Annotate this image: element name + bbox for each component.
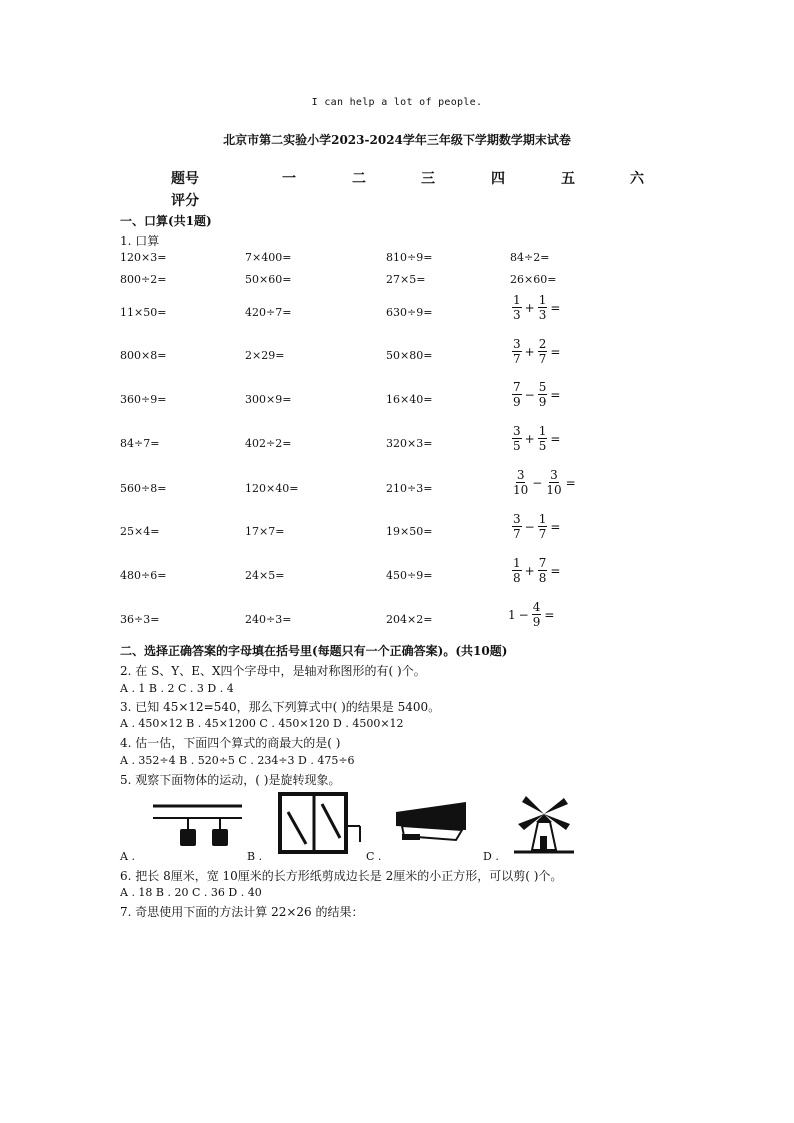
arith-item: 420÷7= [245, 306, 292, 319]
arith-item: 2×29= [245, 349, 285, 362]
windmill-image [506, 792, 582, 858]
arith-item: 25×4= [120, 525, 160, 538]
fraction-item: $\frac{3}{7}$ + $\frac{2}{7}$ = [513, 337, 561, 366]
q4-options: A . 352÷4 B . 520÷5 C . 234÷3 D . 475÷6 [120, 754, 355, 767]
fraction-item: $\frac{3}{7}$ − $\frac{1}{7}$ = [513, 512, 561, 541]
arith-item: 560÷8= [120, 482, 167, 495]
fraction-item: $\frac{3}{10}$ − $\frac{3}{10}$ = [513, 468, 576, 497]
fraction-item: $\frac{7}{9}$ − $\frac{5}{9}$ = [513, 380, 561, 409]
fraction-item: 1 − $\frac{4}{9}$ = [508, 600, 555, 629]
score-col-label: 题号 [171, 171, 199, 187]
arith-item: 120×40= [245, 482, 299, 495]
arith-item: 210÷3= [386, 482, 433, 495]
sliding-window-image [278, 792, 362, 856]
score-col-1: 一 [282, 171, 296, 187]
arith-item: 27×5= [386, 273, 426, 286]
arith-item: 17×7= [245, 525, 285, 538]
arith-item: 120×3= [120, 251, 167, 264]
arith-item: 402÷2= [245, 437, 292, 450]
q5-label-a: A . [120, 850, 135, 863]
score-col-3: 三 [421, 171, 435, 187]
arith-item: 24×5= [245, 569, 285, 582]
page-title: 北京市第二实验小学2023-2024学年三年级下学期数学期末试卷 [223, 133, 571, 147]
q2-text: 2. 在 S、Y、E、X四个字母中，是轴对称图形的有( )个。 [120, 664, 426, 678]
arith-item: 84÷7= [120, 437, 160, 450]
arith-item: 630÷9= [386, 306, 433, 319]
score-col-5: 五 [561, 171, 575, 187]
q4-text: 4. 估一估，下面四个算式的商最大的是( ) [120, 736, 341, 750]
q5-text: 5. 观察下面物体的运动，( )是旋转现象。 [120, 773, 341, 787]
arith-item: 11×50= [120, 306, 167, 319]
score-col-4: 四 [491, 171, 505, 187]
score-col-2: 二 [352, 171, 366, 187]
q3-text: 3. 已知 45×12=540，那么下列算式中( )的结果是 5400。 [120, 700, 441, 714]
arith-item: 36÷3= [120, 613, 160, 626]
arith-item: 240÷3= [245, 613, 292, 626]
q7-text: 7. 奇思使用下面的方法计算 22×26 的结果： [120, 905, 364, 919]
q5-label-d: D . [483, 850, 499, 863]
arith-item: 19×50= [386, 525, 433, 538]
score-col-6: 六 [630, 171, 644, 187]
section1-heading: 一、口算(共1题) [120, 214, 212, 228]
arith-item: 16×40= [386, 393, 433, 406]
fraction-item: $\frac{1}{3}$ + $\frac{1}{3}$ = [513, 293, 561, 322]
q2-options: A . 1 B . 2 C . 3 D . 4 [120, 682, 234, 695]
arith-item: 810÷9= [386, 251, 433, 264]
drawer-image [394, 800, 470, 852]
arith-item: 84÷2= [510, 251, 550, 264]
arith-item: 480÷6= [120, 569, 167, 582]
motto: I can help a lot of people. [311, 97, 483, 108]
section2-heading: 二、选择正确答案的字母填在括号里(每题只有一个正确答案)。(共10题) [120, 644, 508, 658]
q6-text: 6. 把长 8厘米，宽 10厘米的长方形纸剪成边长是 2厘米的小正方形，可以剪( )个。 [120, 869, 563, 883]
arith-item: 7×400= [245, 251, 292, 264]
q5-label-c: C . [366, 850, 382, 863]
arith-item: 450÷9= [386, 569, 433, 582]
fraction-item: $\frac{3}{5}$ + $\frac{1}{5}$ = [513, 424, 561, 453]
q5-label-b: B . [247, 850, 263, 863]
arith-item: 26×60= [510, 273, 557, 286]
q1-title: 1. 口算 [120, 234, 160, 248]
arith-item: 204×2= [386, 613, 433, 626]
score-row-label: 评分 [171, 193, 199, 209]
arith-item: 360÷9= [120, 393, 167, 406]
arith-item: 320×3= [386, 437, 433, 450]
arith-item: 300×9= [245, 393, 292, 406]
arith-item: 800÷2= [120, 273, 167, 286]
arith-item: 800×8= [120, 349, 167, 362]
q3-options: A . 450×12 B . 45×1200 C . 450×120 D . 4500×12 [120, 717, 404, 730]
arith-item: 50×60= [245, 273, 292, 286]
cable-car-image [150, 792, 245, 854]
q6-options: A . 18 B . 20 C . 36 D . 40 [120, 886, 262, 899]
arith-item: 50×80= [386, 349, 433, 362]
fraction-item: $\frac{1}{8}$ + $\frac{7}{8}$ = [513, 556, 561, 585]
